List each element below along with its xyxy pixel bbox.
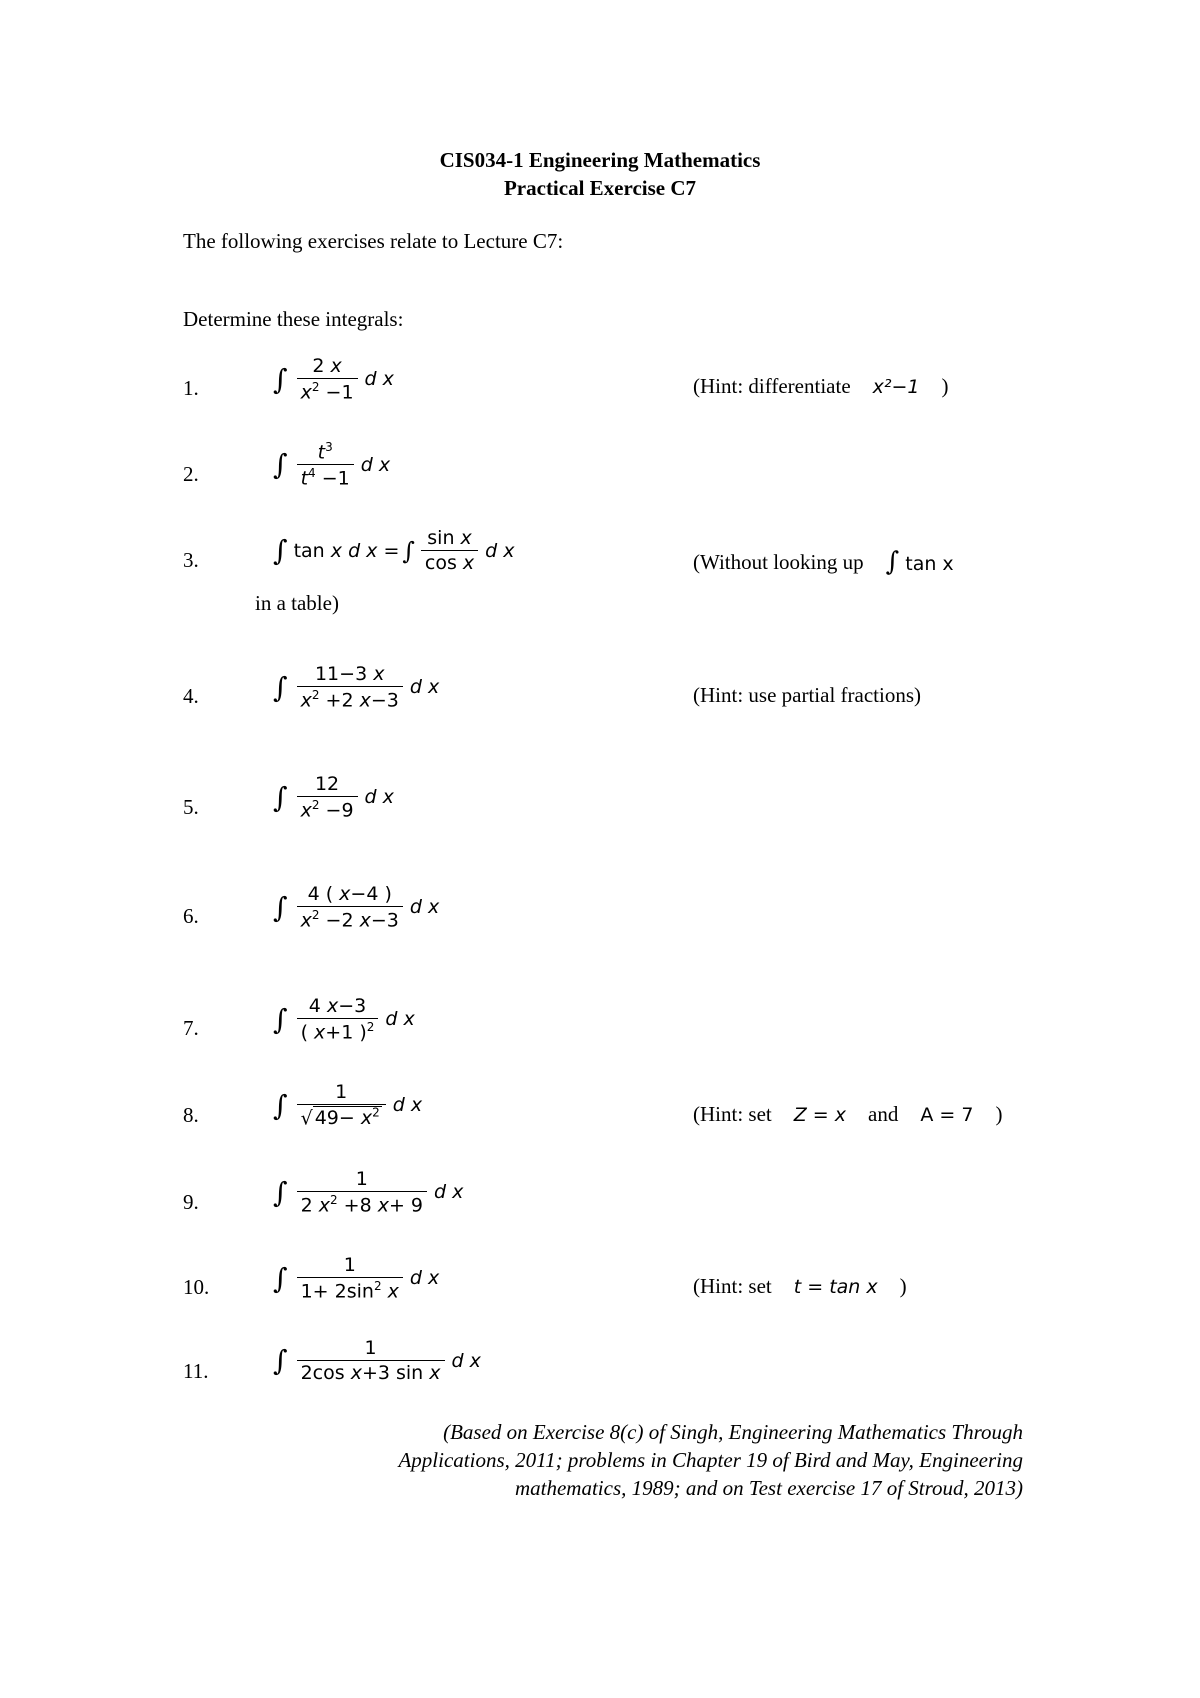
integral-9: ∫ $\frac{1}{2 x^2 +8 x+ 9}$ d x bbox=[273, 1168, 464, 1217]
bibliography bbox=[200, 1418, 1023, 1502]
hint-8: (Hint: set Z = x and A = 7 ) bbox=[693, 1102, 1003, 1126]
item-number: 4. bbox=[183, 684, 199, 708]
item-number: 10. bbox=[183, 1275, 210, 1299]
hint-3-continuation: in a table) bbox=[255, 591, 339, 615]
integral-3: ∫ tan x d x = ∫ $\frac{\text{sin x}}{\text{cos x}}$ d x bbox=[273, 527, 515, 574]
item-number: 7. bbox=[183, 1016, 199, 1040]
bibliography-line: Applications, 2011; problems in Chapter 19 of Bird and May, Engineering bbox=[398, 1448, 1023, 1472]
item-number: 3. bbox=[183, 548, 199, 572]
integral-1: ∫ $\frac{2 x}{x^2 -1}$ d x bbox=[273, 355, 394, 404]
exercise-title: Practical Exercise C7 bbox=[503, 176, 697, 200]
instruction-text: Determine these integrals: bbox=[183, 307, 404, 331]
hint-3: (Without looking up ∫ tan x bbox=[693, 547, 954, 577]
item-number: 9. bbox=[183, 1190, 199, 1214]
item-number: 2. bbox=[183, 462, 199, 486]
item-number: 11. bbox=[183, 1359, 209, 1383]
item-number: 5. bbox=[183, 795, 199, 819]
item-number: 8. bbox=[183, 1103, 199, 1127]
bibliography-line: mathematics, 1989; and on Test exercise 17 of Stroud, 2013) bbox=[514, 1476, 1023, 1500]
bibliography-line: (Based on Exercise 8(c) of Singh, Engineering Mathematics Through bbox=[443, 1420, 1023, 1444]
item-number: 1. bbox=[183, 376, 199, 400]
item-number: 6. bbox=[183, 904, 199, 928]
integral-10: ∫ $\frac{1}{1+ 2\sin^2 x}$ d x bbox=[273, 1254, 440, 1303]
integral-2: ∫ $\frac{t^3}{t^4 -1}$ d x bbox=[273, 440, 391, 490]
integral-7: ∫ $\frac{4 x-3}{( x+1 )^2}$ d x bbox=[273, 995, 415, 1044]
integral-6: ∫ $\frac{4 ( x-4 )}{x^2 -2 x-3}$ d x bbox=[273, 883, 440, 932]
hint-4: (Hint: use partial fractions) bbox=[693, 683, 922, 707]
intro-text: The following exercises relate to Lecture C7: bbox=[183, 229, 564, 253]
integral-5: ∫ $\frac{12}{x^2 -9}$ d x bbox=[273, 773, 394, 822]
integral-11: ∫ $\frac{1}{\text{2cos x+3 sin x}}$ d x bbox=[273, 1337, 481, 1384]
hint-1: (Hint: differentiate x²−1 ) bbox=[693, 374, 949, 398]
hint-10: (Hint: set t = tan x ) bbox=[693, 1274, 907, 1298]
integral-4: ∫ $\frac{11-3 x}{x^2 +2 x-3}$ d x bbox=[273, 663, 440, 712]
course-title: CIS034-1 Engineering Mathematics bbox=[439, 148, 761, 172]
integral-8: ∫ $\frac{1}{√ 49- x^2}$ d x bbox=[273, 1081, 423, 1130]
